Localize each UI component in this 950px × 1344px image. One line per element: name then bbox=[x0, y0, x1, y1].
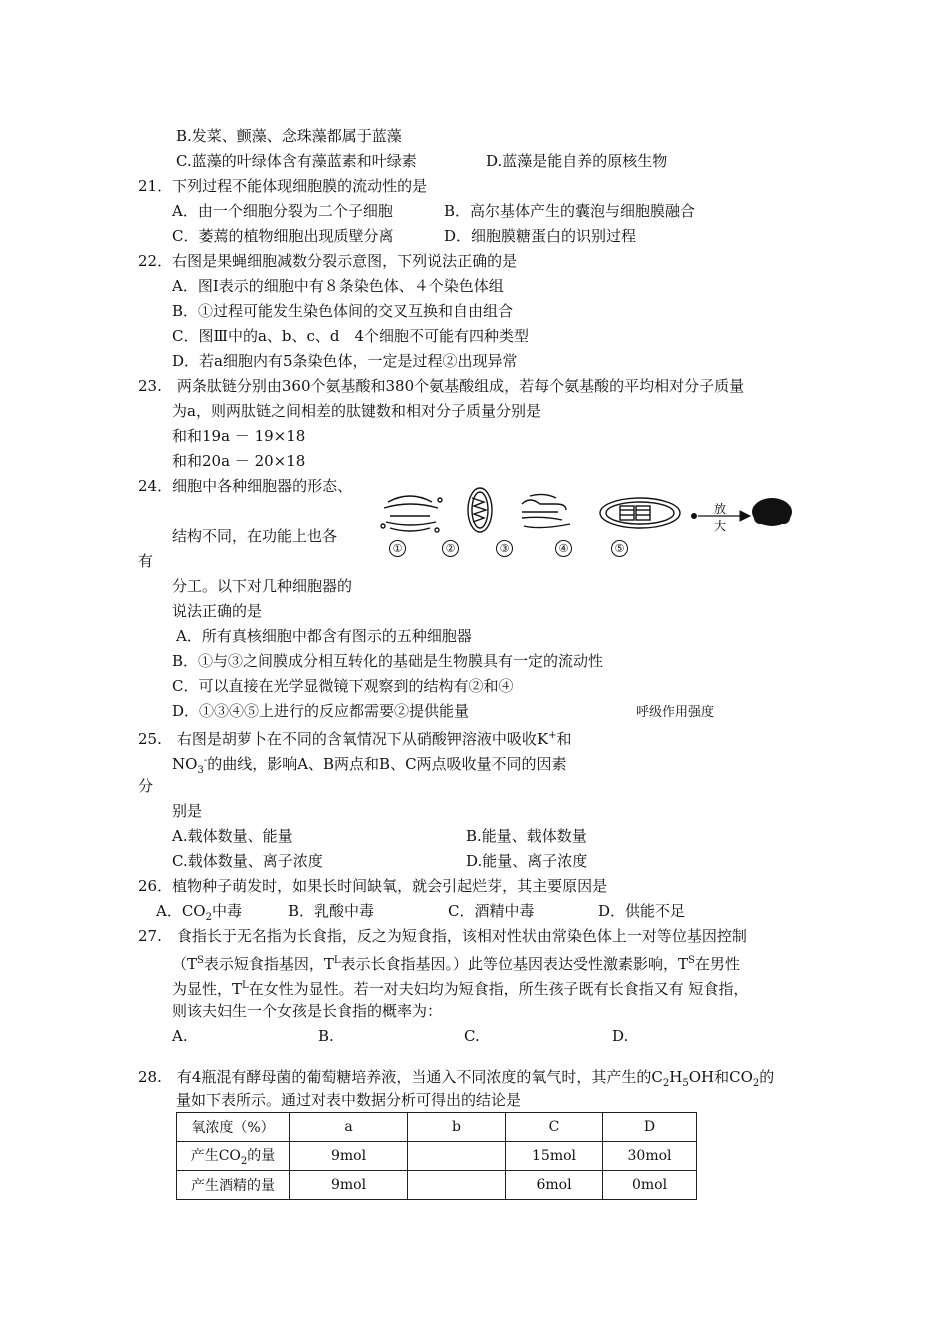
q24-stem-3: 分工。以下对几种细胞器的 bbox=[172, 577, 353, 595]
table-cell: 0mol bbox=[603, 1171, 697, 1200]
q27-option-c: C. bbox=[464, 1027, 480, 1045]
table-header-cell: D bbox=[603, 1113, 697, 1142]
figure-label-2: ② bbox=[442, 540, 459, 557]
q27-stem-3: 为显性，$T^L$在女性为显性。若一对夫妇均为短食指，所生孩子既有长食指又有 短食指， bbox=[172, 980, 749, 998]
q21-stem: 21．下列过程不能体现细胞膜的流动性的是 bbox=[138, 177, 428, 195]
table-header-cell: b bbox=[408, 1113, 506, 1142]
organelle-figure bbox=[380, 486, 800, 566]
table-row bbox=[177, 1142, 697, 1171]
figure-label-4: ④ bbox=[555, 540, 572, 557]
q20-option-b: B.发菜、颤藻、念珠藻都属于蓝藻 bbox=[176, 127, 402, 145]
chloroplast-icon bbox=[600, 498, 680, 528]
q23-option-line-1: 和和19a － 19×18 bbox=[172, 427, 306, 445]
q27-stem-2: （$T^S$表示短食指基因，$T^L$表示长食指基因。）此等位基因表达受性激素影响，$T^S$在男性 bbox=[172, 955, 740, 973]
table-header-cell: a bbox=[290, 1113, 408, 1142]
mitochondrion-icon bbox=[468, 488, 492, 532]
table-cell: 30mol bbox=[603, 1142, 697, 1171]
q24-stem-4: 说法正确的是 bbox=[172, 602, 263, 620]
q27-stem: 27. 食指长于无名指为长食指，反之为短食指，该相对性状由常染色体上一对等位基因控制 bbox=[138, 927, 747, 945]
table-cell: 9mol bbox=[290, 1142, 408, 1171]
q21-option-c: C．萎蔫的植物细胞出现质壁分离 bbox=[172, 227, 394, 245]
table-cell: 9mol bbox=[290, 1171, 408, 1200]
q24-option-a: A．所有真核细胞中都含有图示的五种细胞器 bbox=[176, 627, 472, 645]
q22-option-d: D．若a细胞内有5条染色体，一定是过程②出现异常 bbox=[172, 352, 518, 370]
table-row-label: 产生$CO_2$的量 bbox=[177, 1142, 290, 1171]
table-cell: 15mol bbox=[506, 1142, 603, 1171]
table-cell bbox=[408, 1142, 506, 1171]
q27-option-a: A. bbox=[172, 1027, 188, 1045]
q23-option-line-2: 和和20a － 20×18 bbox=[172, 452, 306, 470]
q25-stem-3: 别是 bbox=[172, 802, 203, 820]
q23-stem-2: 为a，则两肽链之间相差的肽键数和相对分子质量分别是 bbox=[172, 402, 541, 420]
golgi-icon bbox=[381, 496, 442, 532]
figure-label-5: ⑤ bbox=[611, 540, 628, 557]
arrow-label-top: 放 bbox=[714, 502, 727, 516]
q27-stem-4: 则该夫妇生一个女孩是长食指的概率为： bbox=[172, 1002, 443, 1020]
q28-stem: 28. 有4瓶混有酵母菌的葡萄糖培养液，当通入不同浓度的氧气时，其产生的$C_2H_5OH$和$CO_2$的 bbox=[138, 1068, 775, 1089]
q21-option-d: D．细胞膜糖蛋白的识别过程 bbox=[444, 227, 637, 245]
q25-stem-2: $NO_3^-$的曲线，影响A、B两点和B、C两点吸收量不同的因素 bbox=[172, 755, 567, 776]
table-cell bbox=[408, 1171, 506, 1200]
q26-option-c: C．酒精中毒 bbox=[448, 902, 535, 920]
q21-option-a: A．由一个细胞分裂为二个子细胞 bbox=[172, 202, 393, 220]
q24-option-c: C．可以直接在光学显微镜下观察到的结构有②和④ bbox=[172, 677, 514, 695]
q22-option-b: B．①过程可能发生染色体间的交叉互换和自由组合 bbox=[172, 302, 514, 320]
q20-option-d: D.蓝藻是能自养的原核生物 bbox=[486, 152, 668, 170]
q25-option-d: D.能量、离子浓度 bbox=[466, 852, 588, 870]
q22-option-c: C．图Ⅲ中的a、b、c、d 4个细胞不可能有四种类型 bbox=[172, 327, 530, 345]
centrosome-enlarged-icon bbox=[752, 498, 792, 526]
table-row-label: 产生酒精的量 bbox=[177, 1171, 290, 1200]
q24-stem: 24．细胞中各种细胞器的形态、 bbox=[138, 477, 353, 495]
table-header-cell: C bbox=[506, 1113, 603, 1142]
q27-option-d: D. bbox=[612, 1027, 629, 1045]
table-header-row bbox=[177, 1113, 697, 1142]
q20-option-c: C.蓝藻的叶绿体含有藻蓝素和叶绿素 bbox=[176, 152, 417, 170]
q22-option-a: A．图Ⅰ表示的细胞中有８条染色体、４个染色体组 bbox=[172, 277, 504, 295]
q26-option-d: D．供能不足 bbox=[598, 902, 686, 920]
q28-stem-2: 量如下表所示。通过对表中数据分析可得出的结论是 bbox=[176, 1091, 522, 1109]
oxygen-table bbox=[176, 1112, 697, 1200]
q26-option-a: A．$CO_2$中毒 bbox=[156, 902, 242, 923]
table-row bbox=[177, 1171, 697, 1200]
q22-stem: 22．右图是果蝇细胞减数分裂示意图，下列说法正确的是 bbox=[138, 252, 518, 270]
table-header-cell: 氧浓度（%） bbox=[177, 1113, 290, 1142]
q25-option-c: C.载体数量、离子浓度 bbox=[172, 852, 323, 870]
q26-stem: 26．植物种子萌发时，如果长时间缺氧，就会引起烂芽，其主要原因是 bbox=[138, 877, 608, 895]
respiration-intensity-label: 呼级作用强度 bbox=[636, 705, 715, 720]
q24-stem-wrap: 有 bbox=[138, 552, 154, 570]
figure-label-1: ① bbox=[389, 540, 406, 557]
q27-option-b: B. bbox=[318, 1027, 334, 1045]
table-cell: 6mol bbox=[506, 1171, 603, 1200]
q25-option-b: B.能量、载体数量 bbox=[466, 827, 587, 845]
q24-option-d: D．①③④⑤上进行的反应都需要②提供能量 bbox=[172, 702, 470, 720]
q24-option-b: B．①与③之间膜成分相互转化的基础是生物膜具有一定的流动性 bbox=[172, 652, 604, 670]
figure-label-3: ③ bbox=[496, 540, 513, 557]
q25-stem-wrap: 分 bbox=[138, 777, 154, 795]
q25-stem: 25. 右图是胡萝卜在不同的含氧情况下从硝酸钾溶液中吸收K+和 bbox=[138, 730, 572, 748]
q25-option-a: A.载体数量、能量 bbox=[172, 827, 293, 845]
q24-stem-2: 结构不同，在功能上也各 bbox=[172, 527, 338, 545]
arrow-label-bottom: 大 bbox=[714, 519, 727, 533]
q23-stem: 23. 两条肽链分别由360个氨基酸和380个氨基酸组成，若每个氨基酸的平均相对分子质量 bbox=[138, 377, 745, 395]
q21-option-b: B．高尔基体产生的囊泡与细胞膜融合 bbox=[444, 202, 696, 220]
q26-option-b: B．乳酸中毒 bbox=[288, 902, 375, 920]
endoplasmic-reticulum-icon bbox=[522, 494, 570, 527]
